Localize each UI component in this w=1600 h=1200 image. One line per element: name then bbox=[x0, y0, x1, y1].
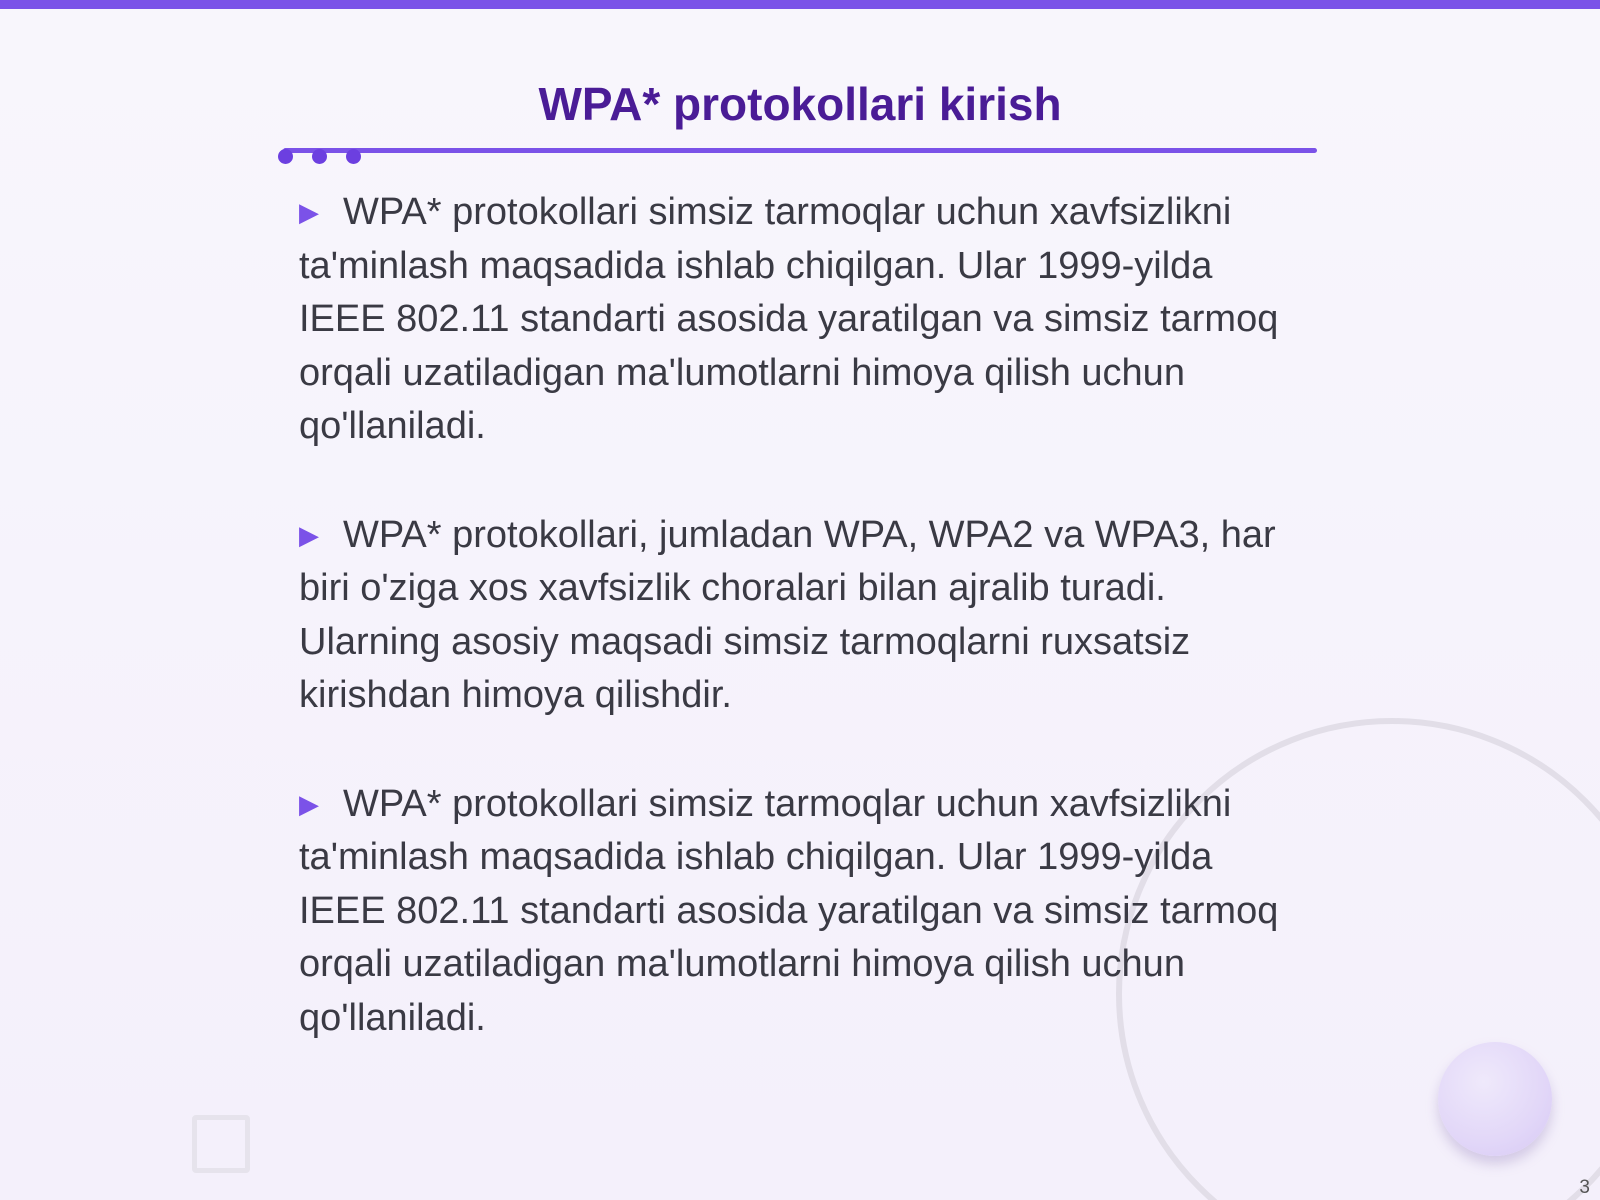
bullet-paragraph bbox=[299, 186, 1309, 454]
decorative-bubble bbox=[1438, 1042, 1552, 1156]
paragraph-text: WPA* protokollari simsiz tarmoqlar uchun xavfsizlikni ta'minlash maqsadida ishlab chiqilgan. Ular 1999-yilda IEEE 802.11 standarti asosida yaratilgan va simsiz tarmoq orqali uzatiladigan ma'lumotlarni himoya qilish uchun qo'llaniladi. bbox=[299, 782, 1279, 1039]
decorative-dot bbox=[278, 149, 293, 164]
bullet-paragraph bbox=[299, 509, 1309, 723]
slide-content bbox=[299, 186, 1309, 1100]
slide-title: WPA* protokollari kirish bbox=[538, 78, 1062, 130]
top-accent-bar bbox=[0, 0, 1600, 9]
decorative-dot bbox=[312, 149, 327, 164]
paragraph-text: WPA* protokollari simsiz tarmoqlar uchun xavfsizlikni ta'minlash maqsadida ishlab chiqilgan. Ular 1999-yilda IEEE 802.11 standarti asosida yaratilgan va simsiz tarmoq orqali uzatiladigan ma'lumotlarni himoya qilish uchun qo'llaniladi. bbox=[299, 191, 1279, 447]
bullet-arrow-icon: ▶ bbox=[299, 519, 319, 550]
bullet-arrow-icon: ▶ bbox=[299, 197, 319, 227]
decorative-dot bbox=[346, 149, 361, 164]
title-underline bbox=[283, 148, 1317, 153]
decorative-square bbox=[192, 1115, 250, 1173]
bullet-paragraph bbox=[299, 778, 1309, 1046]
paragraph-text: WPA* protokollari, jumladan WPA, WPA2 va WPA3, har biri o'ziga xos xavfsizlik choralari bilan ajralib turadi. Ularning asosiy maqsadi simsiz tarmoqlarni ruxsatsiz kirishdan himoya qilishdir. bbox=[299, 513, 1276, 716]
page-number: 3 bbox=[1579, 1177, 1590, 1198]
bullet-arrow-icon: ▶ bbox=[299, 788, 319, 819]
